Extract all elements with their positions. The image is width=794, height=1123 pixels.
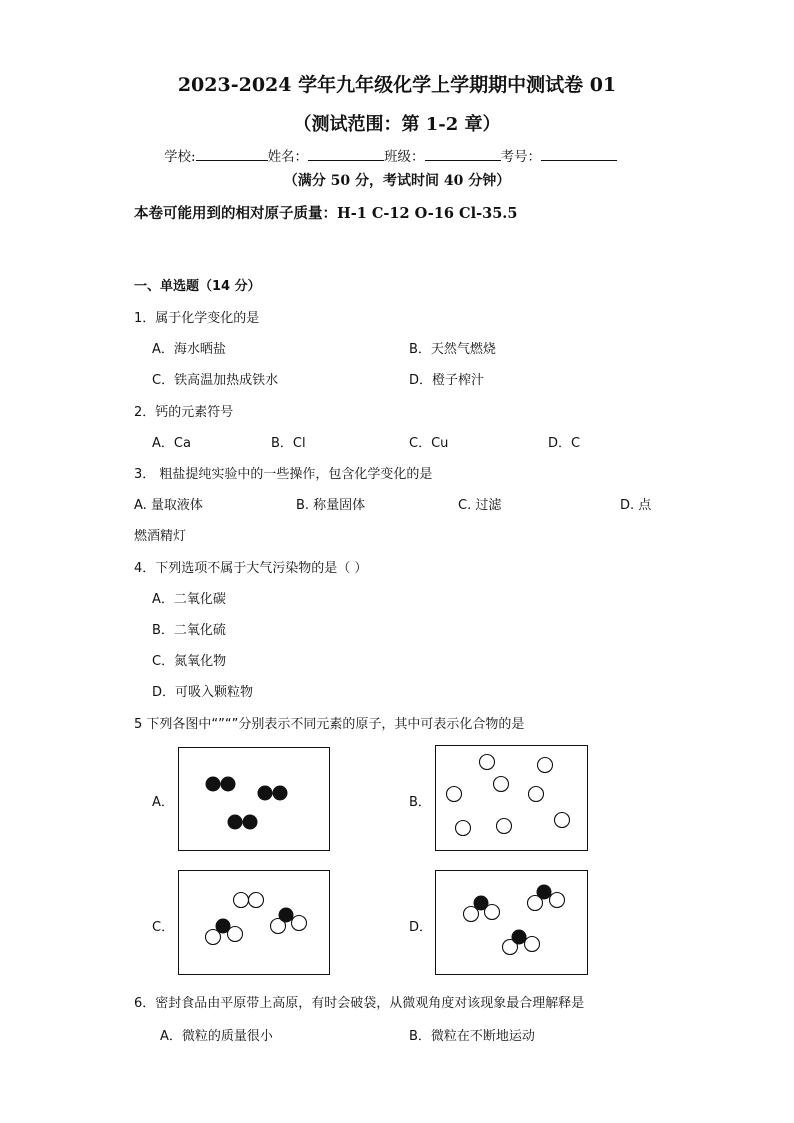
question-1-stem: 1．属于化学变化的是 bbox=[134, 311, 260, 326]
page-title: 2023-2024 学年九年级化学上学期期中测试卷 01 bbox=[177, 74, 617, 96]
question-6-option-a[interactable]: A．微粒的质量很小 bbox=[160, 1029, 273, 1044]
particle-diagram-b bbox=[435, 745, 588, 851]
question-1-option-a[interactable]: A．海水晒盐 bbox=[152, 342, 226, 357]
atom-white bbox=[529, 787, 544, 802]
atom-white bbox=[497, 819, 512, 834]
particle-diagram-c bbox=[178, 870, 330, 975]
atom-white bbox=[480, 755, 495, 770]
atom-black bbox=[258, 786, 273, 801]
atom-white bbox=[234, 893, 249, 908]
question-3-option-a[interactable]: A. 量取液体 bbox=[134, 498, 203, 513]
atom-black bbox=[537, 885, 552, 900]
atom-white bbox=[447, 787, 462, 802]
question-3-option-b[interactable]: B. 称量固体 bbox=[296, 498, 366, 513]
atom-white bbox=[292, 916, 307, 931]
question-6-stem: 6．密封食品由平原带上高原，有时会破袋，从微观角度对该现象最合理解释是 bbox=[134, 996, 585, 1011]
particle-diagram-d bbox=[435, 870, 588, 975]
student-info-line bbox=[164, 145, 617, 165]
class-blank[interactable] bbox=[425, 148, 501, 161]
atom-white bbox=[249, 893, 264, 908]
question-6-option-b[interactable]: B．微粒在不断地运动 bbox=[409, 1029, 535, 1044]
atom-white bbox=[456, 821, 471, 836]
question-2-option-b[interactable]: B．Cl bbox=[271, 436, 306, 451]
school-label: 学校: bbox=[164, 149, 196, 165]
atom-black bbox=[228, 815, 243, 830]
question-5-option-b[interactable]: B． bbox=[409, 795, 431, 810]
question-2-stem: 2．钙的元素符号 bbox=[134, 405, 234, 420]
question-3-option-d-continued: 燃酒精灯 bbox=[134, 529, 187, 544]
atom-black bbox=[243, 815, 258, 830]
question-1-option-c[interactable]: C．铁高温加热成铁水 bbox=[152, 373, 279, 388]
question-3-stem: 3． 粗盐提纯实验中的一些操作，包含化学变化的是 bbox=[134, 467, 433, 482]
atom-white bbox=[494, 777, 509, 792]
atomic-mass-note: 本卷可能用到的相对原子质量：H-1 C-12 O-16 Cl-35.5 bbox=[134, 205, 518, 222]
question-2-option-d[interactable]: D．C bbox=[548, 436, 581, 451]
atom-black bbox=[206, 777, 221, 792]
question-5-option-a[interactable]: A． bbox=[152, 795, 174, 810]
atom-black bbox=[512, 930, 527, 945]
atom-black bbox=[216, 919, 231, 934]
question-4-stem: 4．下列选项不属于大气污染物的是（ ） bbox=[134, 561, 368, 576]
atom-white bbox=[538, 758, 553, 773]
score-note: （满分 50 分，考试时间 40 分钟） bbox=[283, 173, 511, 189]
question-4-option-d[interactable]: D．可吸入颗粒物 bbox=[152, 685, 254, 700]
number-blank[interactable] bbox=[541, 148, 617, 161]
atom-white bbox=[550, 893, 565, 908]
atom-black bbox=[273, 786, 288, 801]
section-title: 一、单选题（14 分） bbox=[134, 279, 261, 294]
question-1-option-b[interactable]: B．天然气燃烧 bbox=[409, 342, 496, 357]
question-5-option-c[interactable]: C． bbox=[152, 920, 175, 935]
question-4-option-c[interactable]: C．氮氧化物 bbox=[152, 654, 227, 669]
question-3-option-d[interactable]: D. 点 bbox=[620, 498, 652, 513]
question-5-option-d[interactable]: D． bbox=[409, 920, 433, 935]
atom-black bbox=[474, 896, 489, 911]
atom-white bbox=[525, 937, 540, 952]
school-blank[interactable] bbox=[196, 148, 268, 161]
question-3-option-c[interactable]: C. 过滤 bbox=[458, 498, 502, 513]
name-label: 姓名： bbox=[267, 149, 309, 165]
question-4-option-a[interactable]: A．二氧化碳 bbox=[152, 592, 226, 607]
particle-diagram-a bbox=[178, 747, 330, 851]
atom-black bbox=[279, 908, 294, 923]
number-label: 考号： bbox=[500, 149, 542, 165]
atom-black bbox=[221, 777, 236, 792]
question-1-option-d[interactable]: D．橙子榨汁 bbox=[409, 373, 485, 388]
question-5-stem: 5 下列各图中“”“”分别表示不同元素的原子，其中可表示化合物的是 bbox=[134, 717, 525, 732]
question-2-option-a[interactable]: A．Ca bbox=[152, 436, 191, 451]
question-4-option-b[interactable]: B．二氧化硫 bbox=[152, 623, 226, 638]
page-subtitle: （测试范围：第 1-2 章） bbox=[293, 114, 501, 135]
name-blank[interactable] bbox=[308, 148, 384, 161]
class-label: 班级： bbox=[384, 149, 425, 165]
atom-white bbox=[555, 813, 570, 828]
question-2-option-c[interactable]: C．Cu bbox=[409, 436, 449, 451]
